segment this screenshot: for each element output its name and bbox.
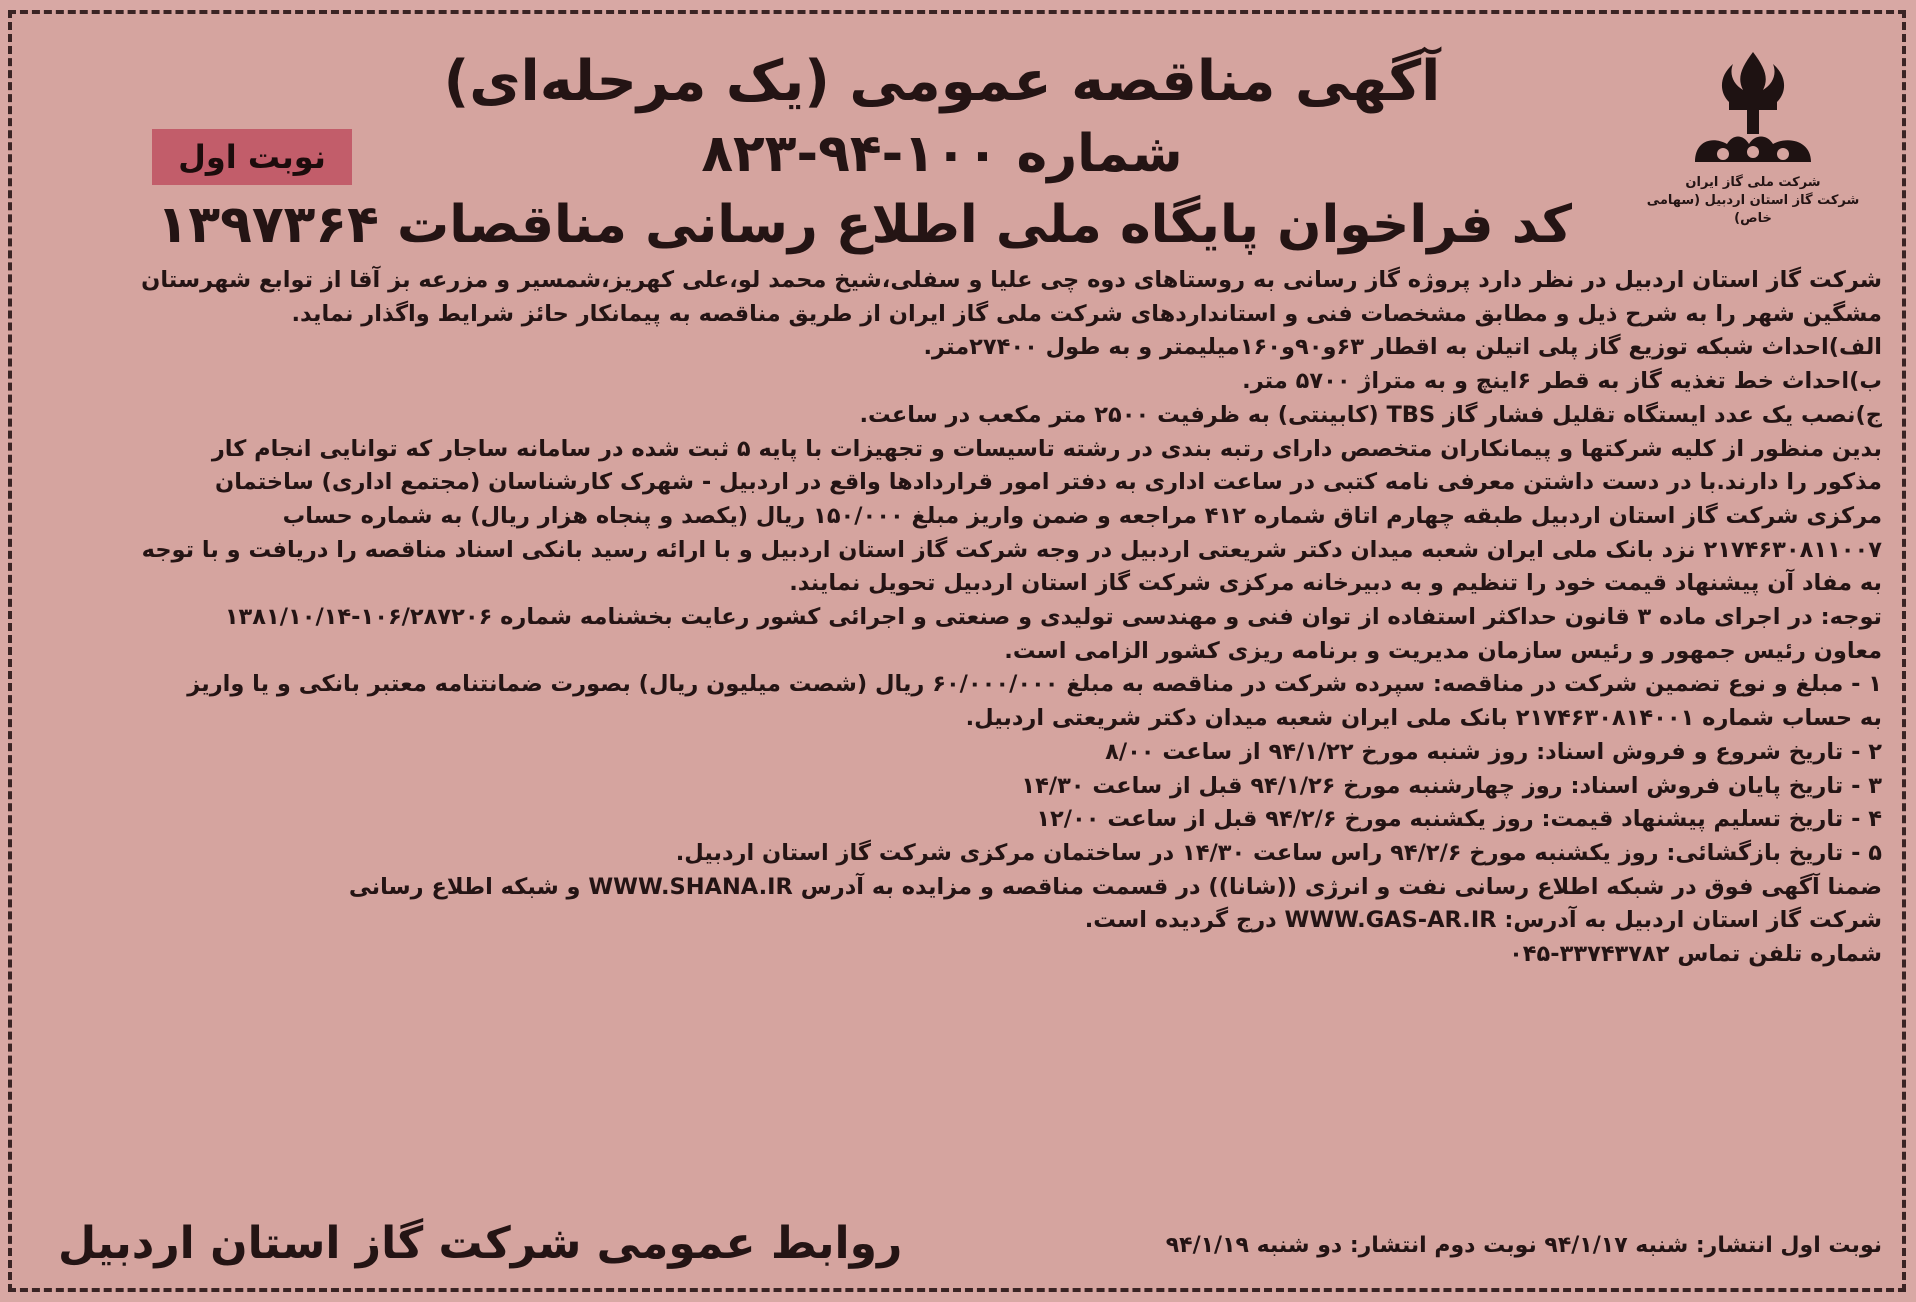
body-line: ۴ - تاریخ تسلیم پیشنهاد قیمت: روز یکشنبه مورخ ۹۴/۲/۶ قبل از ساعت ۱۲/۰۰ (1036, 806, 1882, 833)
body-line: مرکزی شرکت گاز استان اردبیل طبقه چهارم اتاق شماره ۴۱۲ مراجعه و ضمن واریز مبلغ ۱۵۰/۰۰۰ ریال (یکصد و پنجاه هزار ریال) به شماره حساب (282, 502, 1882, 529)
body-line: معاون رئیس جمهور و رئیس سازمان مدیریت و برنامه ریزی کشور الزامی است. (1004, 637, 1882, 664)
body-line: ضمنا آگهی فوق در شبکه اطلاع رسانی نفت و انرژی ((شانا)) در قسمت مناقصه و مزایده به آدرس WWW.SHANA.IR و شبکه اطلاع رسانی (348, 873, 1882, 900)
gas-flame-logo-icon (1683, 44, 1823, 174)
body-line: ۱ - مبلغ و نوع تضمین شرکت در مناقصه: سپرده شرکت در مناقصه به مبلغ ۶۰/۰۰۰/۰۰۰ ریال (شصت میلیون ریال) بصورت ضمانتنامه معتبر بانکی و یا واریز (187, 671, 1882, 698)
body-line: به مفاد آن پیشنهاد قیمت خود را تنظیم و به دبیرخانه مرکزی شرکت گاز استان اردبیل تحویل نمایند. (789, 570, 1882, 597)
body-line: شرکت گاز استان اردبیل به آدرس: WWW.GAS-AR.IR درج گردیده است. (1084, 907, 1882, 934)
notice-title: آگهی مناقصه عمومی (یک مرحله‌ای) (443, 49, 1441, 114)
body-line: بدین منظور از کلیه شرکتها و پیمانکاران متخصص دارای رتبه بندی در رشته تاسیسات و تجهیزات با پایه ۵ ثبت شده در سامانه ساجار که توانایی انجام کار (211, 435, 1882, 462)
public-relations-signature: روابط عمومی شرکت گاز استان اردبیل (58, 1218, 903, 1269)
body-line: به حساب شماره ۲۱۷۴۶۳۰۸۱۴۰۰۱ بانک ملی ایران شعبه میدان دکتر شریعتی اردبیل. (965, 705, 1882, 732)
logo-company-sub: شرکت گاز استان اردبیل (سهامی خاص) (1646, 193, 1860, 226)
portal-call-code: کد فراخوان پایگاه ملی اطلاع رسانی مناقصات ۱۳۹۷۳۶۴ (156, 195, 1572, 255)
body-line: ب)احداث خط تغذیه گاز به قطر ۶اینچ و به متراژ ۵۷۰۰ متر. (1242, 368, 1882, 395)
publication-dates: نوبت اول انتشار: شنبه ۹۴/۱/۱۷ نوبت دوم انتشار: دو شنبه ۹۴/۱/۱۹ (1165, 1233, 1882, 1258)
body-line: ۵ - تاریخ بازگشائی: روز یکشنبه مورخ ۹۴/۲/۶ راس ساعت ۱۴/۳۰ در ساختمان مرکزی شرکت گاز استان اردبیل. (675, 839, 1882, 866)
body-line: ۲ - تاریخ شروع و فروش اسناد: روز شنبه مورخ ۹۴/۱/۲۲ از ساعت ۸/۰۰ (1105, 738, 1882, 765)
body-line: مذکور را دارند.با در دست داشتن معرفی نامه کتبی در ساعت اداری به دفتر امور قراردادها واقع در اردبیل - شهرک کارشناسان (مجتمع اداری) ساختمان (215, 469, 1882, 496)
notice-body (32, 264, 1882, 972)
tender-number: شماره ۱۰۰-۹۴-۸۲۳ (701, 124, 1183, 184)
body-line: توجه: در اجرای ماده ۳ قانون حداکثر استفاده از توان فنی و مهندسی تولیدی و صنعتی و اجرائی کشور رعایت بخشنامه شماره ۱۰۶/۲۸۷۲۰۶-۱۳۸۱/۱۰/۱۴ (224, 604, 1882, 631)
first-round-badge: نوبت اول (152, 129, 352, 185)
body-line: ۳ - تاریخ پایان فروش اسناد: روز چهارشنبه مورخ ۹۴/۱/۲۶ قبل از ساعت ۱۴/۳۰ (1021, 772, 1882, 799)
logo-company-name: شرکت ملی گاز ایران (1685, 175, 1821, 190)
body-line: شرکت گاز استان اردبیل در نظر دارد پروژه گاز رسانی به روستاهای دوه چی علیا و سفلی،شیخ محمد لو،علی کهریز،شمسیر و مزرعه بز آقا از توابع شهرستان (141, 267, 1882, 293)
body-line: ۲۱۷۴۶۳۰۸۱۱۰۰۷ نزد بانک ملی ایران شعبه میدان دکتر شریعتی اردبیل در وجه شرکت گاز استان اردبیل و با ارائه رسید بانکی اسناد مناقصه را دریافت و با توجه (141, 536, 1882, 563)
body-line: مشگین شهر را به شرح ذیل و مطابق مشخصات فنی و استانداردهای شرکت ملی گاز ایران از طریق مناقصه به پیمانکار حائز شرایط واگذار نماید. (291, 300, 1882, 327)
body-line: شماره تلفن تماس ۳۳۷۴۳۷۸۲-۰۴۵ (1509, 941, 1882, 968)
body-line: ج)نصب یک عدد ایستگاه تقلیل فشار گاز TBS (کابینتی) به ظرفیت ۲۵۰۰ متر مکعب در ساعت. (859, 401, 1882, 428)
body-line: الف)احداث شبکه توزیع گاز پلی اتیلن به اقطار ۶۳و۹۰و۱۶۰میلیمتر و به طول ۲۷۴۰۰متر. (923, 334, 1882, 361)
company-logo (1628, 44, 1878, 244)
tender-notice (8, 10, 1906, 1292)
